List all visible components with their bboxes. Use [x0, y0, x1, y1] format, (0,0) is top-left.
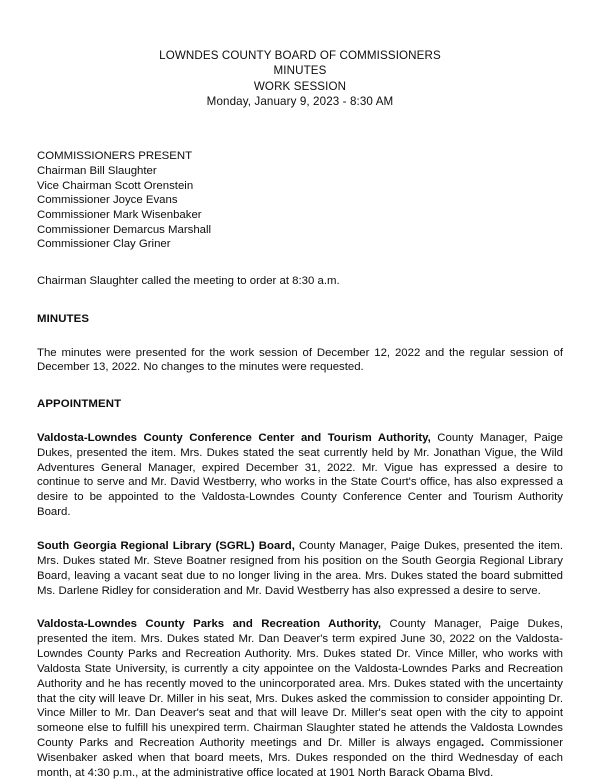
header-line-organization: LOWNDES COUNTY BOARD OF COMMISSIONERS — [159, 49, 441, 62]
header-line-session: WORK SESSION — [253, 79, 347, 93]
appointment-item-body-continued: Commissioner Wisenbaker asked when that board meets, Mrs. Dukes responded on the third Wednesday of each month, at 4:30 p.m., at the administrative office located at 1901 North Barack Obama Blvd. — [37, 737, 563, 779]
document-header — [37, 48, 563, 109]
commissioner-entry: Commissioner Clay Griner — [37, 238, 171, 251]
call-to-order-text: Chairman Slaughter called the meeting to order at 8:30 a.m. — [37, 275, 340, 288]
commissioners-present-heading: COMMISSIONERS PRESENT — [37, 150, 193, 163]
commissioner-entry: Commissioner Joyce Evans — [37, 194, 178, 207]
appointment-heading: APPOINTMENT — [37, 398, 122, 411]
header-line-type: MINUTES — [273, 64, 327, 78]
appointment-item — [37, 617, 563, 780]
commissioner-entry: Commissioner Mark Wisenbaker — [37, 209, 202, 221]
document-content — [37, 0, 563, 781]
minutes-heading: MINUTES — [37, 312, 90, 325]
appointment-item-body: County Manager, Paige Dukes, presented the item. Mrs. Dukes stated the seat currently held by Mr. Jonathan Vigue, the Wild Adventures General Manager, expired December 31, 2022. Mr. Vigue has expressed a desire to continue to serve and Mr. David Westberry, who works in the State Court's office, has also expressed a desire to be appointed to the Valdosta-Lowndes County Conference Center and Tourism Authority Board. — [37, 431, 563, 519]
header-line-datetime: Monday, January 9, 2023 - 8:30 AM — [206, 94, 394, 108]
commissioner-entry: Vice Chairman Scott Orenstein — [37, 179, 194, 192]
commissioners-present-section — [37, 149, 563, 252]
appointment-item-body: County Manager, Paige Dukes, presented the item. Mrs. Dukes stated Mr. Steve Boatner resigned from his position on the South Georgia Regional Library Board, leaving a vacant seat due to no longer living in the area. Mrs. Dukes stated the board submitted Ms. Darlene Ridley for consideration and Mr. David Westberry has also expressed a desire to serve. — [37, 539, 563, 597]
appointment-item-body: County Manager, Paige Dukes, presented the item. Mrs. Dukes stated Mr. Dan Deaver's term expired June 30, 2022 on the Valdosta-Lowndes County Parks and Recreation Authority. Mrs. Dukes stated Dr. Vince Miller, who works with Valdosta State University, is currently a city appointee on the Valdosta-Lowndes Parks and Recreation Authority and he has recently moved to the unincorporated area. Mrs. Dukes stated with the uncertainty that the city will leave Dr. Miller in his seat, Mrs. Dukes asked the commission to consider appointing Dr. Vince Miller to Mr. Dan Deaver's seat and that will leave Dr. Miller's seat open with the city to appoint someone else to fulfill his unexpired term. Chairman Slaughter stated he attends the Valdosta Lowndes County Parks and Recreation Authority meetings and Dr. Miller is always engaged — [37, 618, 563, 750]
commissioner-entry: Commissioner Demarcus Marshall — [37, 223, 212, 236]
appointment-item — [37, 539, 563, 598]
minutes-body-text: The minutes were presented for the work session of December 12, 2022 and the regular session of December 13, 2022. No changes to the minutes were requested. — [37, 346, 563, 374]
commissioner-entry: Chairman Bill Slaughter — [37, 164, 157, 177]
appointment-item-title: Valdosta-Lowndes County Conference Center and Tourism Authority, — [37, 431, 431, 444]
appointment-item-title: Valdosta-Lowndes County Parks and Recreation Authority, — [37, 618, 382, 631]
appointment-item-title: South Georgia Regional Library (SGRL) Board, — [37, 539, 295, 552]
appointment-item-body-emphasis: . — [481, 737, 485, 750]
appointment-item — [37, 431, 563, 520]
